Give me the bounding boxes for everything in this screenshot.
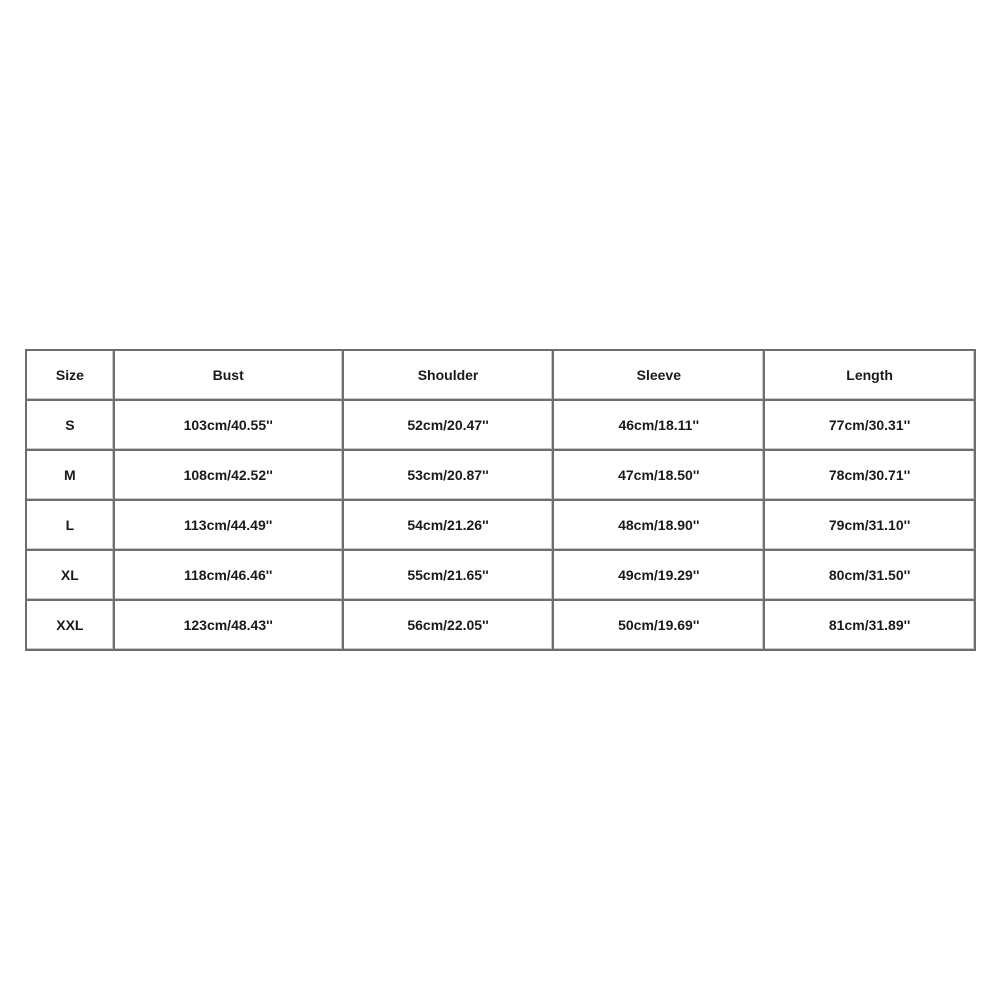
header-shoulder: Shoulder	[344, 351, 555, 401]
cell-size: S	[27, 401, 115, 451]
cell-shoulder: 56cm/22.05''	[344, 601, 555, 651]
cell-shoulder: 55cm/21.65''	[344, 551, 555, 601]
cell-size: L	[27, 501, 115, 551]
cell-sleeve: 48cm/18.90''	[554, 501, 765, 551]
table-row	[27, 451, 976, 501]
cell-length: 77cm/30.31''	[765, 401, 976, 451]
table-row	[27, 501, 976, 551]
cell-length: 81cm/31.89''	[765, 601, 976, 651]
table-header-row	[27, 351, 976, 401]
size-chart-table	[25, 349, 976, 651]
cell-shoulder: 53cm/20.87''	[344, 451, 555, 501]
cell-size: XL	[27, 551, 115, 601]
cell-length: 78cm/30.71''	[765, 451, 976, 501]
header-length: Length	[765, 351, 976, 401]
cell-size: XXL	[27, 601, 115, 651]
cell-shoulder: 54cm/21.26''	[344, 501, 555, 551]
cell-bust: 118cm/46.46''	[115, 551, 344, 601]
cell-size: M	[27, 451, 115, 501]
cell-sleeve: 46cm/18.11''	[554, 401, 765, 451]
cell-sleeve: 47cm/18.50''	[554, 451, 765, 501]
cell-bust: 103cm/40.55''	[115, 401, 344, 451]
cell-sleeve: 50cm/19.69''	[554, 601, 765, 651]
cell-bust: 108cm/42.52''	[115, 451, 344, 501]
header-size: Size	[27, 351, 115, 401]
cell-length: 79cm/31.10''	[765, 501, 976, 551]
table-row	[27, 551, 976, 601]
cell-shoulder: 52cm/20.47''	[344, 401, 555, 451]
table-row	[27, 601, 976, 651]
cell-bust: 123cm/48.43''	[115, 601, 344, 651]
table-row	[27, 401, 976, 451]
cell-sleeve: 49cm/19.29''	[554, 551, 765, 601]
header-sleeve: Sleeve	[554, 351, 765, 401]
cell-length: 80cm/31.50''	[765, 551, 976, 601]
header-bust: Bust	[115, 351, 344, 401]
cell-bust: 113cm/44.49''	[115, 501, 344, 551]
